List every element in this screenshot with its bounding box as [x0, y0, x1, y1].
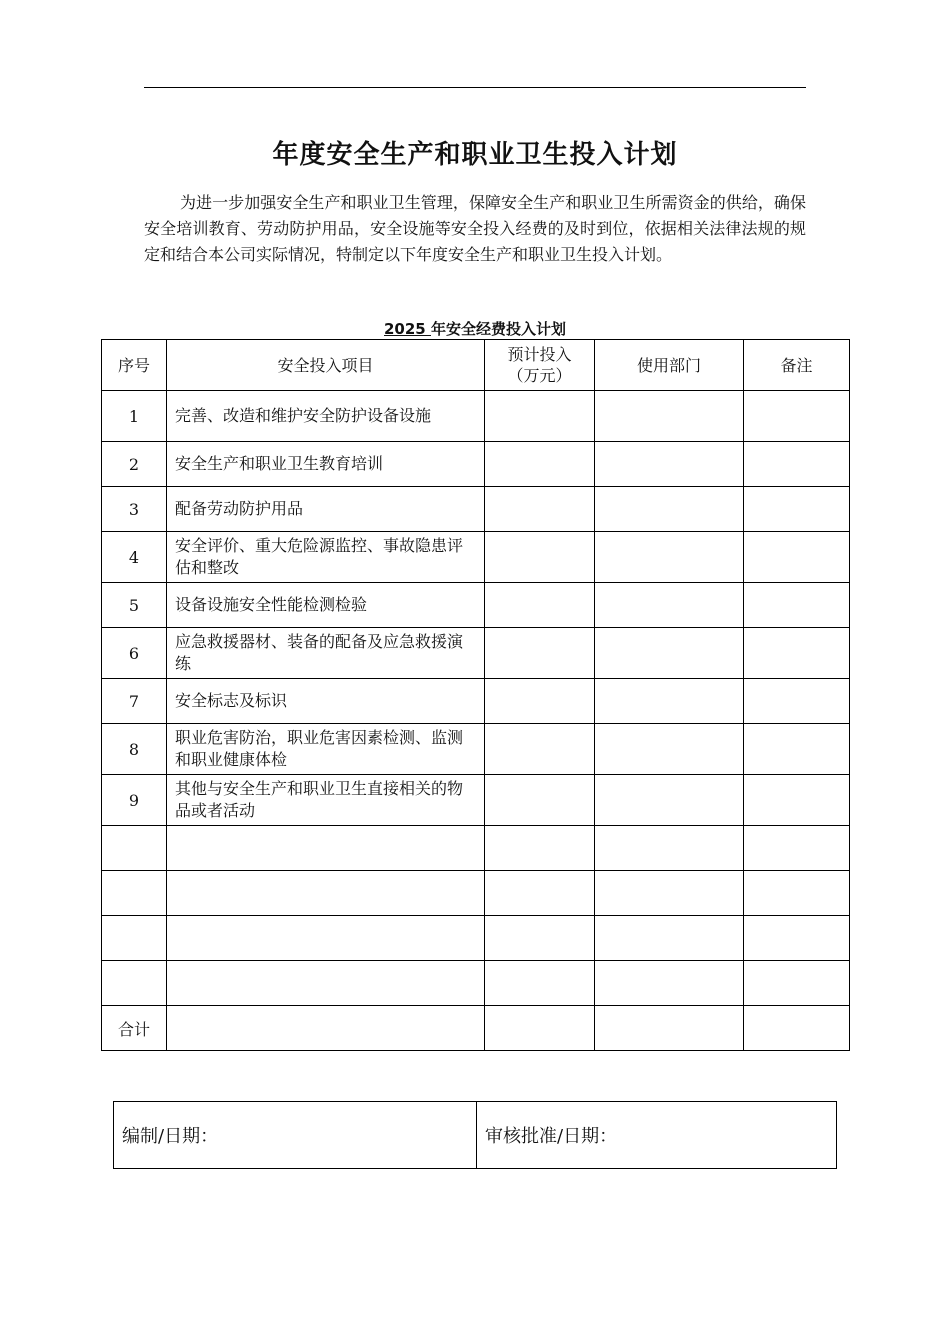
row-amount[interactable]	[485, 961, 595, 1006]
row-item: 完善、改造和维护安全防护设备设施	[167, 391, 485, 442]
row-amount[interactable]	[485, 679, 595, 724]
row-remark[interactable]	[744, 442, 850, 487]
row-amount[interactable]	[485, 442, 595, 487]
row-dept[interactable]	[595, 871, 744, 916]
total-remark[interactable]	[744, 1006, 850, 1051]
row-item	[167, 826, 485, 871]
row-item: 配备劳动防护用品	[167, 487, 485, 532]
row-amount[interactable]	[485, 391, 595, 442]
row-no: 1	[102, 391, 167, 442]
row-dept[interactable]	[595, 826, 744, 871]
table-row	[102, 628, 850, 679]
row-no: 6	[102, 628, 167, 679]
signoff-table	[113, 1101, 837, 1169]
table-row	[102, 583, 850, 628]
table-row	[102, 391, 850, 442]
row-dept[interactable]	[595, 724, 744, 775]
row-remark[interactable]	[744, 871, 850, 916]
row-no: 9	[102, 775, 167, 826]
table-header-row	[102, 340, 850, 391]
row-amount[interactable]	[485, 826, 595, 871]
header-amount: 预计投入（万元）	[485, 340, 595, 391]
table-row	[102, 916, 850, 961]
row-dept[interactable]	[595, 916, 744, 961]
row-remark[interactable]	[744, 583, 850, 628]
caption-text: 年安全经费投入计划	[430, 320, 566, 338]
row-remark[interactable]	[744, 628, 850, 679]
row-dept[interactable]	[595, 442, 744, 487]
table-row	[102, 532, 850, 583]
total-label: 合计	[102, 1006, 167, 1051]
row-no	[102, 916, 167, 961]
row-amount[interactable]	[485, 583, 595, 628]
row-remark[interactable]	[744, 487, 850, 532]
row-amount[interactable]	[485, 487, 595, 532]
table-row	[102, 826, 850, 871]
row-no: 2	[102, 442, 167, 487]
row-amount[interactable]	[485, 532, 595, 583]
row-item: 职业危害防治，职业危害因素检测、监测和职业健康体检	[167, 724, 485, 775]
total-item[interactable]	[167, 1006, 485, 1051]
header-remark: 备注	[744, 340, 850, 391]
row-remark[interactable]	[744, 724, 850, 775]
approved-by-date[interactable]: 审核批准/日期：	[477, 1102, 837, 1169]
intro-paragraph: 为进一步加强安全生产和职业卫生管理，保障安全生产和职业卫生所需资金的供给，确保安全培训教育、劳动防护用品，安全设施等安全投入经费的及时到位，依据相关法律法规的规定和结合本公司实际情况，特制定以下年度安全生产和职业卫生投入计划。	[144, 193, 806, 264]
row-no	[102, 961, 167, 1006]
row-item: 设备设施安全性能检测检验	[167, 583, 485, 628]
table-row	[102, 487, 850, 532]
row-remark[interactable]	[744, 532, 850, 583]
prepared-by-date[interactable]: 编制/日期：	[114, 1102, 477, 1169]
header-item: 安全投入项目	[167, 340, 485, 391]
row-no: 3	[102, 487, 167, 532]
table-row	[102, 775, 850, 826]
row-item: 安全生产和职业卫生教育培训	[167, 442, 485, 487]
row-amount[interactable]	[485, 775, 595, 826]
row-item: 其他与安全生产和职业卫生直接相关的物品或者活动	[167, 775, 485, 826]
row-amount[interactable]	[485, 724, 595, 775]
row-remark[interactable]	[744, 826, 850, 871]
row-dept[interactable]	[595, 679, 744, 724]
row-amount[interactable]	[485, 916, 595, 961]
row-remark[interactable]	[744, 391, 850, 442]
caption-year: 2025	[384, 320, 431, 338]
table-row	[102, 871, 850, 916]
row-no: 8	[102, 724, 167, 775]
row-item	[167, 916, 485, 961]
row-remark[interactable]	[744, 916, 850, 961]
row-item: 安全评价、重大危险源监控、事故隐患评估和整改	[167, 532, 485, 583]
row-amount[interactable]	[485, 871, 595, 916]
total-dept[interactable]	[595, 1006, 744, 1051]
row-dept[interactable]	[595, 583, 744, 628]
total-row	[102, 1006, 850, 1051]
row-remark[interactable]	[744, 775, 850, 826]
row-amount[interactable]	[485, 628, 595, 679]
row-item: 安全标志及标识	[167, 679, 485, 724]
table-row	[102, 442, 850, 487]
table-caption	[0, 318, 950, 339]
table-row	[102, 961, 850, 1006]
row-dept[interactable]	[595, 628, 744, 679]
document-title: 年度安全生产和职业卫生投入计划	[272, 140, 678, 170]
row-dept[interactable]	[595, 391, 744, 442]
table-row	[102, 724, 850, 775]
row-item: 应急救援器材、装备的配备及应急救援演练	[167, 628, 485, 679]
row-item	[167, 871, 485, 916]
row-dept[interactable]	[595, 775, 744, 826]
row-no	[102, 871, 167, 916]
row-dept[interactable]	[595, 961, 744, 1006]
header-rule	[144, 87, 806, 88]
header-no: 序号	[102, 340, 167, 391]
header-dept: 使用部门	[595, 340, 744, 391]
investment-plan-table	[101, 339, 850, 1051]
row-no	[102, 826, 167, 871]
row-remark[interactable]	[744, 961, 850, 1006]
row-no: 4	[102, 532, 167, 583]
row-dept[interactable]	[595, 532, 744, 583]
row-dept[interactable]	[595, 487, 744, 532]
total-amount[interactable]	[485, 1006, 595, 1051]
row-no: 7	[102, 679, 167, 724]
row-remark[interactable]	[744, 679, 850, 724]
row-no: 5	[102, 583, 167, 628]
table-row	[102, 679, 850, 724]
row-item	[167, 961, 485, 1006]
